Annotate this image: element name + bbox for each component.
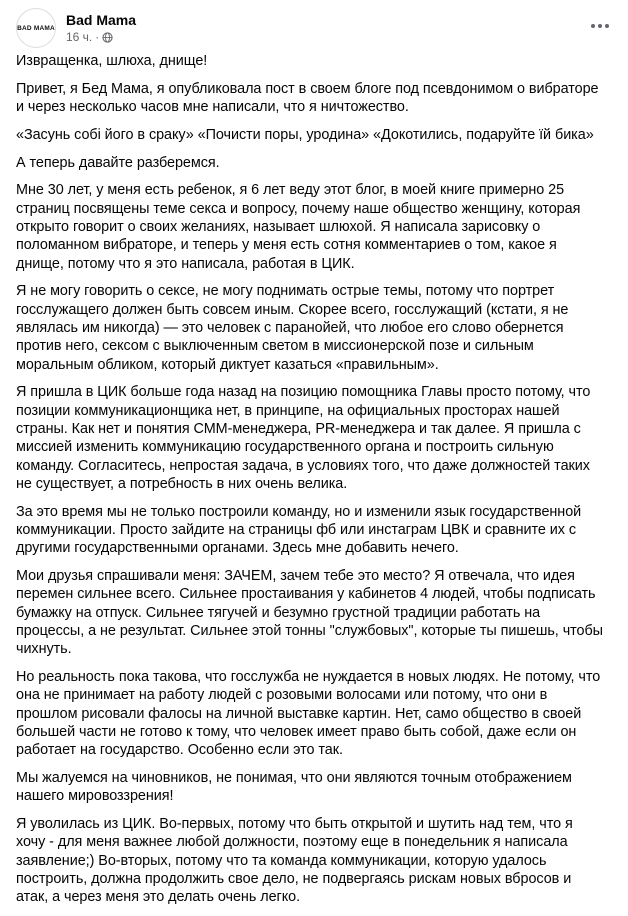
post-paragraph: Привет, я Бед Мама, я опубликовала пост в своем блоге под псевдонимом о вибраторе и через несколько часов мне написали, что я ничтожество. — [16, 80, 599, 116]
post-paragraph: А теперь давайте разберемся. — [16, 154, 220, 171]
post-paragraph: Мы жалуемся на чиновников, не понимая, что они являются точным отображением нашего мировоззрения! — [16, 770, 572, 805]
avatar[interactable]: BAD MAMA — [16, 8, 56, 48]
post-subline — [66, 29, 136, 45]
post-body — [16, 52, 604, 916]
post-timestamp[interactable]: 16 ч. — [66, 30, 93, 44]
post-paragraph: Но реальность пока такова, что госслужба не нуждается в новых людях. Не потому, что она не принимает на работу людей с розовыми волосами или потому, что они в прошлом рисовали фалосы на личной выставке картин. Нет, само общество в своей большей части не готово к тому, что человек имеет право быть собой, даже если он работает на государство. Особенно если это так. — [16, 669, 601, 759]
post-paragraph: Мне 30 лет, у меня есть ребенок, я 6 лет веду этот блог, в моей книге примерно 25 страниц посвящены теме секса и вопросу, почему наше общество женщину, которая открыто говорит о своих желаниях, называет шлюхой. Я написала зарисовку о поломанном вибраторе, и теперь у меня есть сотня комментариев о том, какое я днище, потому что я это написала, работая в ЦИК. — [16, 182, 581, 272]
post-paragraph: Я не могу говорить о сексе, не могу поднимать острые темы, потому что портрет госслужащего должен быть совсем иным. Скорее всего, госслужащий (кстати, я не являлась им никогда) — это человек с паранойей, что любое его слово обернется против него, сексом с выключенным светом в миссионерской позе и сильным моральным обликом, который диктует казаться «правильным». — [16, 283, 569, 373]
post-header — [16, 8, 136, 48]
post-paragraph: Мои друзья спрашивали меня: ЗАЧЕМ, зачем тебе это место? Я отвечала, что идея перемен сильнее всего. Сильнее простаивания у кабинетов 4 людей, чтобы подписать бумажку на отпуск. Сильнее тягучей и безумно грустной традиции работать на процессы, а не результат. Сильнее этой тонны "службовых", которые ты пишешь, чтобы чихнуть. — [16, 568, 603, 658]
post-paragraph: «Засунь собі його в сраку» «Почисти поры, уродина» «Докотились, подаруйте їй бика» — [16, 126, 594, 143]
post-paragraph: Я уволилась из ЦИК. Во-первых, потому что быть открытой и шутить над тем, что я хочу - для меня важнее любой должности, поэтому еще в понедельник я написала заявление;) Во-вторых, потому что та команда коммуникации, которую удалось построить, должна продолжить свое дело, не подвергаясь рискам новых вбросов и атак, а через меня это делать очень легко. — [16, 816, 573, 906]
more-options-icon[interactable] — [584, 10, 616, 42]
author-name[interactable]: Bad Mama — [66, 12, 137, 28]
post-paragraph: Извращенка, шлюха, днище! — [16, 53, 208, 69]
globe-icon[interactable] — [102, 32, 113, 43]
post-paragraph: Я пришла в ЦИК больше года назад на позицию помощника Главы просто потому, что позиции коммуникационщика нет, в принципе, на официальных просторах нашей страны. Как нет и понятия СММ-менеджера, PR-менеджера и так далее. Я пришла с миссией изменить коммуникацию государственного органа и построить сильную команду. Согласитесь, непростая задача, в условиях того, что даже должностей таких не существует, а потребность в них очень велика. — [16, 384, 591, 492]
post-meta — [66, 11, 136, 45]
post-paragraph: За это время мы не только построили команду, но и изменили язык государственной коммуникации. Просто зайдите на страницы фб или инстаграм ЦВК и сравните их с другими государственными органами. Здесь мне добавить нечего. — [16, 503, 582, 557]
separator-dot: · — [95, 30, 100, 44]
